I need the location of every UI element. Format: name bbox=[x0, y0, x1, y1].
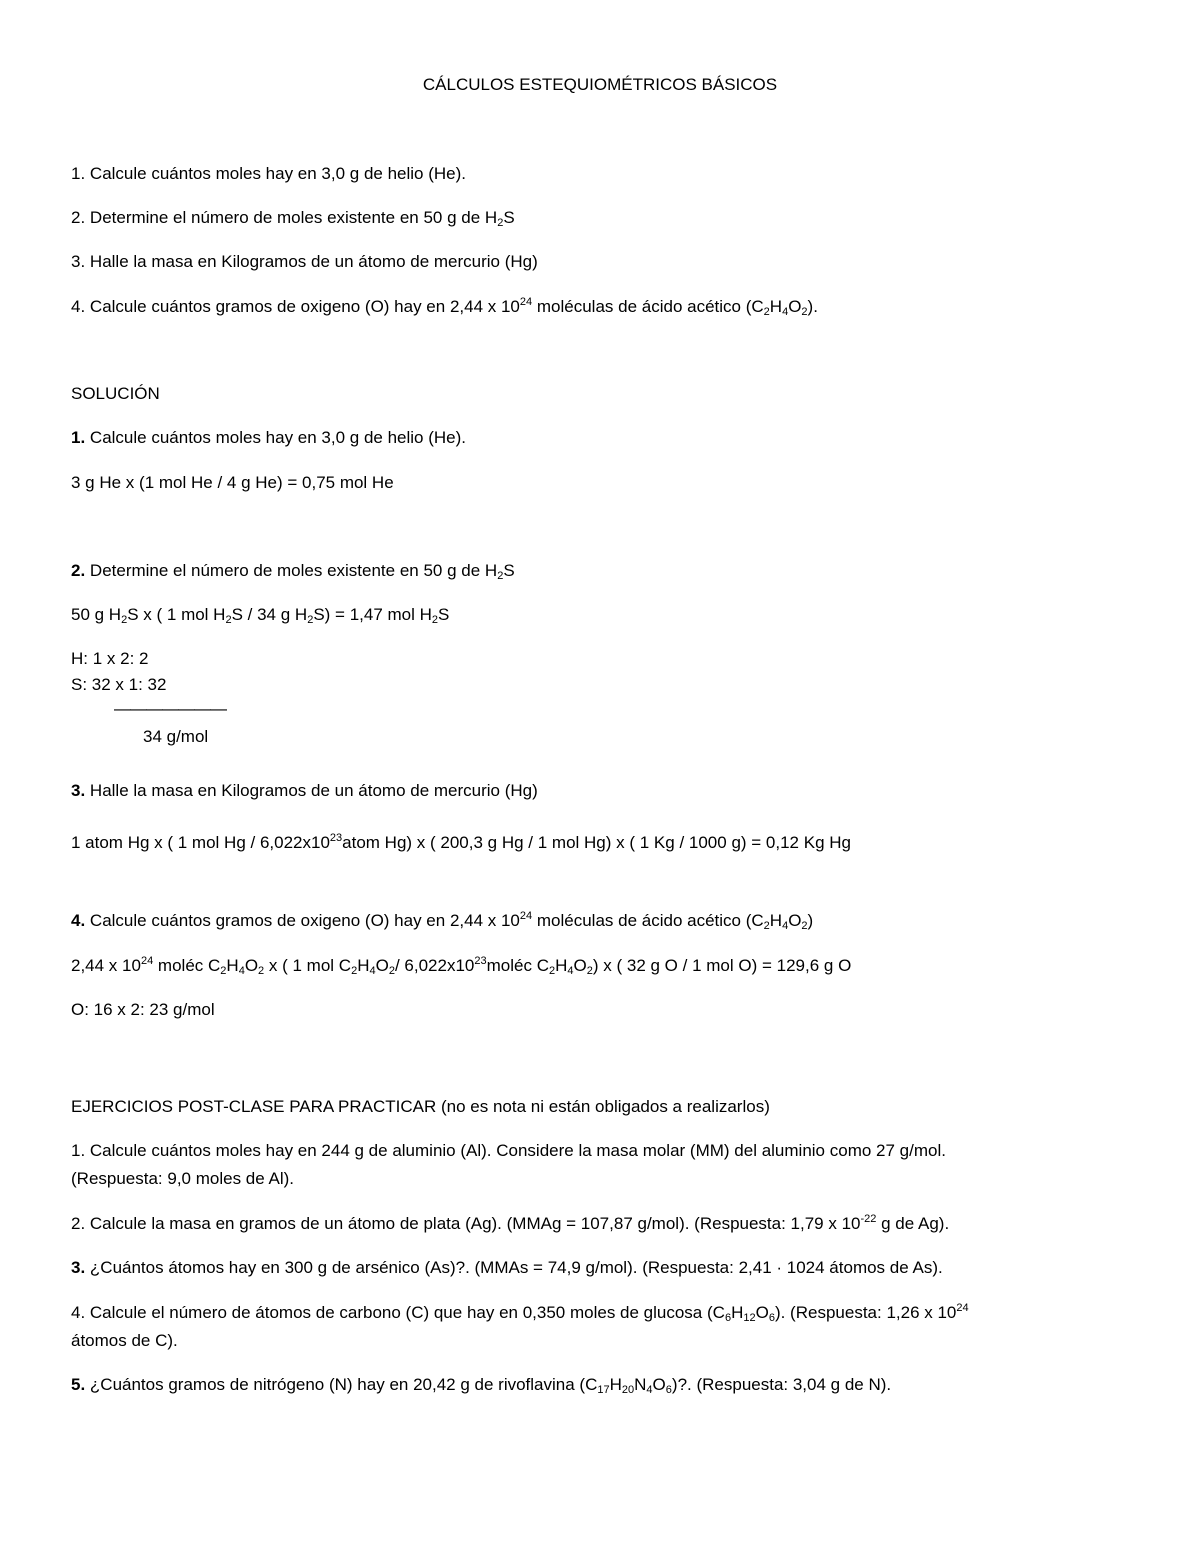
problem-3 bbox=[71, 251, 538, 273]
subscript: 6 bbox=[724, 1312, 732, 1324]
problem-text-end: S bbox=[503, 208, 515, 227]
exercise-1: 1. Calcule cuántos moles hay en 244 g de aluminio (Al). Considere la masa molar (MM) del aluminio como 27 g/mol. bbox=[71, 1141, 946, 1160]
exercise-4 bbox=[71, 1302, 969, 1324]
exercise-2 bbox=[71, 1213, 949, 1235]
subscript: 4 bbox=[238, 965, 245, 977]
subscript: 2 bbox=[220, 965, 227, 977]
problem-text: Determine el número de moles existente en 50 g de H bbox=[85, 208, 498, 227]
formula-o: O bbox=[788, 911, 802, 930]
subscript: 2 bbox=[801, 920, 808, 932]
subscript: 2 bbox=[121, 614, 128, 626]
molar-mass-s: S: 32 x 1: 32 bbox=[71, 675, 167, 694]
problem-text: Calcule cuántos gramos de oxigeno (O) hay en 2,44 x 10 bbox=[85, 911, 520, 930]
problem-text: Calcule cuántos gramos de oxigeno (O) hay en 2,44 x 10 bbox=[85, 297, 520, 316]
exponent: 24 bbox=[519, 910, 533, 922]
exercise-1-answer: (Respuesta: 9,0 moles de Al). bbox=[71, 1169, 295, 1188]
problem-text: Calcule cuántos moles hay en 3,0 g de helio (He). bbox=[85, 428, 467, 447]
exercise-text: 4. Calcule el número de átomos de carbono (C) que hay en 0,350 moles de glucosa (C bbox=[71, 1303, 725, 1322]
problem-text-mid: moléculas de ácido acético (C bbox=[532, 911, 764, 930]
exercises-heading: EJERCICIOS POST-CLASE PARA PRACTICAR (no es nota ni están obligados a realizarlos) bbox=[71, 1097, 770, 1116]
exponent: 24 bbox=[956, 1302, 969, 1314]
subscript: 6 bbox=[768, 1312, 775, 1324]
problem-4 bbox=[71, 296, 818, 318]
formula-o: O bbox=[755, 1303, 769, 1322]
calc-part: 1 atom Hg x ( 1 mol Hg / 6,022x10 bbox=[71, 833, 330, 852]
solution-2-question bbox=[71, 560, 515, 582]
subscript: 2 bbox=[388, 965, 395, 977]
exercise-text: 2. Calcule la masa en gramos de un átomo de plata (Ag). (MMAg = 107,87 g/mol). (Respuesta: 1,79 x 10 bbox=[71, 1214, 861, 1233]
solution-4-question bbox=[71, 910, 813, 932]
formula-h: H bbox=[226, 956, 239, 975]
subscript: 2 bbox=[497, 570, 504, 582]
problem-number: 4. bbox=[71, 297, 86, 316]
document-title: CÁLCULOS ESTEQUIOMÉTRICOS BÁSICOS bbox=[422, 75, 778, 94]
solution-heading: SOLUCIÓN bbox=[71, 384, 160, 403]
subscript: 20 bbox=[621, 1384, 635, 1396]
calc-part: moléc C bbox=[486, 956, 549, 975]
formula-n: N bbox=[634, 1375, 647, 1394]
solution-3-calc bbox=[71, 832, 851, 854]
exponent: 24 bbox=[519, 296, 533, 308]
exponent: 23 bbox=[329, 832, 343, 844]
problem-number: 2. bbox=[71, 208, 86, 227]
exercise-number: 5. bbox=[71, 1375, 86, 1394]
molar-mass-o: O: 16 x 2: 23 g/mol bbox=[71, 1000, 215, 1019]
calc-part: moléc C bbox=[153, 956, 221, 975]
exponent: 24 bbox=[140, 955, 154, 967]
calc-part: S) = 1,47 mol H bbox=[313, 605, 432, 624]
problem-number: 3. bbox=[71, 252, 86, 271]
exercise-5 bbox=[71, 1374, 891, 1396]
sum-line: ——————— bbox=[114, 699, 226, 718]
subscript: 4 bbox=[782, 306, 789, 318]
problem-text: Halle la masa en Kilogramos de un átomo de mercurio (Hg) bbox=[85, 781, 538, 800]
subscript: 2 bbox=[351, 965, 358, 977]
problem-text-end: ). bbox=[807, 297, 818, 316]
subscript: 2 bbox=[497, 217, 504, 229]
formula-h: H bbox=[609, 1375, 622, 1394]
calc-part: S bbox=[438, 605, 450, 624]
exercise-text-mid: ). (Respuesta: 1,26 x 10 bbox=[774, 1303, 957, 1322]
subscript: 2 bbox=[763, 306, 770, 318]
problem-number: 2. bbox=[71, 561, 86, 580]
exponent: -22 bbox=[860, 1213, 877, 1225]
subscript: 2 bbox=[548, 965, 556, 977]
subscript: 2 bbox=[763, 920, 770, 932]
molar-mass-total: 34 g/mol bbox=[143, 727, 209, 746]
calc-part: x ( 1 mol C bbox=[264, 956, 352, 975]
calc-part: S x ( 1 mol H bbox=[127, 605, 226, 624]
problem-text-end: ) bbox=[807, 911, 814, 930]
subscript: 2 bbox=[586, 965, 593, 977]
exercise-text-end: )?. (Respuesta: 3,04 g de N). bbox=[671, 1375, 892, 1394]
problem-number: 4. bbox=[71, 911, 86, 930]
formula-o: O bbox=[788, 297, 802, 316]
subscript: 2 bbox=[307, 614, 314, 626]
problem-text-end: S bbox=[503, 561, 515, 580]
problem-2 bbox=[71, 207, 515, 229]
subscript: 17 bbox=[597, 1384, 610, 1396]
calc-part: / 6,022x10 bbox=[394, 956, 475, 975]
subscript: 2 bbox=[431, 614, 439, 626]
calc-part: S / 34 g H bbox=[231, 605, 308, 624]
solution-2-calc bbox=[71, 604, 449, 626]
subscript: 12 bbox=[743, 1312, 756, 1324]
problem-text-mid: moléculas de ácido acético (C bbox=[532, 297, 764, 316]
formula-o: O bbox=[375, 956, 389, 975]
solution-4-calc bbox=[71, 955, 851, 977]
solution-1-question bbox=[71, 427, 466, 449]
exercise-number: 3. bbox=[71, 1258, 86, 1277]
formula-h: H bbox=[769, 297, 783, 316]
problem-text: Halle la masa en Kilogramos de un átomo de mercurio (Hg) bbox=[85, 252, 538, 271]
subscript: 2 bbox=[258, 965, 265, 977]
subscript: 2 bbox=[225, 614, 232, 626]
problem-text: Calcule cuántos moles hay en 3,0 g de helio (He). bbox=[85, 164, 467, 183]
subscript: 4 bbox=[567, 965, 574, 977]
calc-part: ) x ( 32 g O / 1 mol O) = 129,6 g O bbox=[592, 956, 852, 975]
subscript: 6 bbox=[665, 1384, 672, 1396]
exercise-3 bbox=[71, 1257, 943, 1279]
formula-h: H bbox=[731, 1303, 744, 1322]
molar-mass-h: H: 1 x 2: 2 bbox=[71, 649, 149, 668]
formula-h: H bbox=[357, 956, 370, 975]
problem-number: 1. bbox=[71, 164, 86, 183]
solution-1-calc: 3 g He x (1 mol He / 4 g He) = 0,75 mol He bbox=[71, 473, 394, 492]
formula-o: O bbox=[652, 1375, 666, 1394]
subscript: 4 bbox=[646, 1384, 653, 1396]
solution-3-question bbox=[71, 780, 538, 802]
formula-o: O bbox=[573, 956, 587, 975]
formula-h: H bbox=[555, 956, 568, 975]
subscript: 2 bbox=[801, 306, 808, 318]
exponent: 23 bbox=[474, 955, 487, 967]
exercise-text: ¿Cuántos gramos de nitrógeno (N) hay en 20,42 g de rivoflavina (C bbox=[85, 1375, 598, 1394]
problem-number: 3. bbox=[71, 781, 86, 800]
exercise-text: ¿Cuántos átomos hay en 300 g de arsénico (As)?. (MMAs = 74,9 g/mol). (Respuesta: 2,41 · 1024 átomos de As). bbox=[85, 1258, 943, 1277]
calc-part: atom Hg) x ( 200,3 g Hg / 1 mol Hg) x ( 1 Kg / 1000 g) = 0,12 Kg Hg bbox=[342, 833, 851, 852]
problem-text: Determine el número de moles existente en 50 g de H bbox=[85, 561, 498, 580]
formula-o: O bbox=[244, 956, 259, 975]
calc-part: 50 g H bbox=[71, 605, 122, 624]
subscript: 4 bbox=[782, 920, 789, 932]
subscript: 4 bbox=[369, 965, 376, 977]
exercise-4-continued: átomos de C). bbox=[71, 1331, 178, 1350]
exercise-text-end: g de Ag). bbox=[876, 1214, 950, 1233]
problem-1 bbox=[71, 163, 466, 185]
calc-part: 2,44 x 10 bbox=[71, 956, 141, 975]
problem-number: 1. bbox=[71, 428, 86, 447]
formula-h: H bbox=[769, 911, 783, 930]
